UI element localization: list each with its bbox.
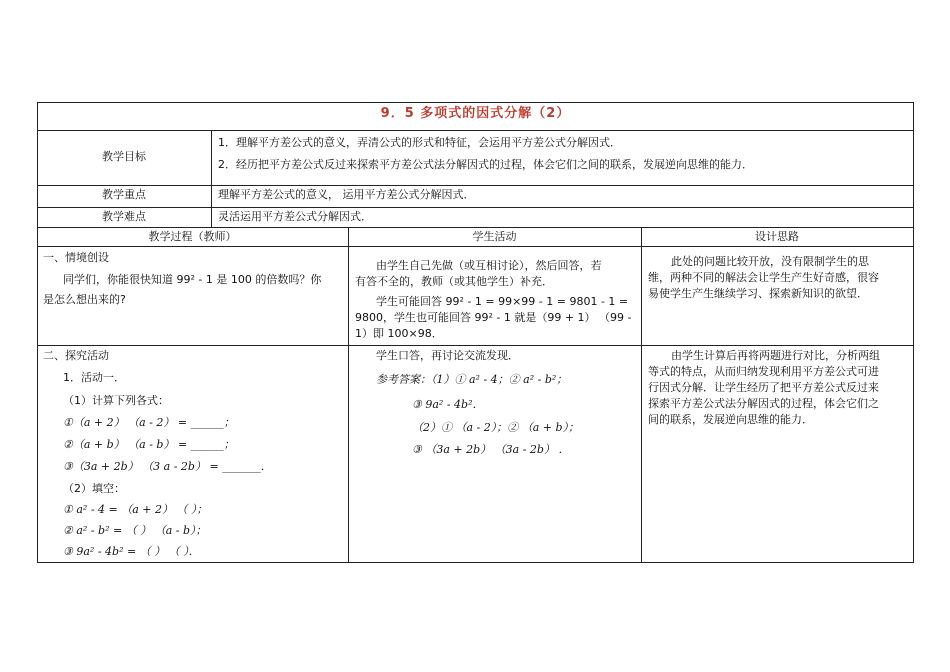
goal-item-1: 1．理解平方差公式的意义，弄清公式的形式和特征，会运用平方差公式分解因式． — [218, 136, 621, 149]
header-teacher: 教学过程（教师） — [148, 230, 237, 243]
section2-calc-item: ①（a + 2） （a - 2） = ______； — [63, 416, 235, 429]
section2-student-line: ③ （3a + 2b） （3a - 2b） ． — [412, 443, 570, 456]
section2-fill-item: ③ 9a² - 4b² = （ ） （ ）． — [63, 545, 200, 558]
key-point-text: 理解平方差公式的意义， 运用平方差公式分解因式． — [218, 188, 475, 201]
section2-activity: 1．活动一． — [63, 371, 125, 384]
difficulty-label: 教学难点 — [102, 210, 146, 223]
section2-design-line: 等式的特点，从而归纳发现利用平方差公式可进 — [648, 365, 879, 378]
section1-teacher-question: 同学们，你能很快知道 99² - 1 是 100 的倍数吗？你 — [63, 273, 322, 286]
difficulty-text: 灵活运用平方差公式分解因式． — [218, 210, 372, 223]
table-border-bottom — [37, 562, 914, 563]
section1-student-line: 有答不全的，教师（或其他学生）补充． — [355, 275, 553, 288]
section2-design-line: 行因式分解．让学生经历了把平方差公式反过来 — [648, 381, 879, 394]
section2-design-line: 间的联系，发展逆向思维的能力． — [648, 413, 813, 426]
section1-teacher-title: 一、情境创设 — [43, 251, 109, 264]
page-title: 9．5 多项式的因式分解（2） — [380, 106, 571, 121]
section1-design-line: 易使学生产生继续学习、探索新知识的欲望． — [648, 287, 868, 300]
section2-calc-item: ③（3a + 2b） （3 a - 2b） = _______． — [63, 460, 272, 473]
column-divider-student — [641, 227, 642, 562]
goals-label: 教学目标 — [102, 150, 146, 163]
section2-teacher-title: 二、探究活动 — [43, 349, 109, 362]
key-point-label: 教学重点 — [102, 188, 146, 201]
section1-student-line: 由学生自己先做（或互相讨论），然后回答，若 — [376, 259, 602, 272]
section1-student-line: 学生可能回答 99² - 1 = 99×99 - 1 = 9801 - 1 = — [376, 295, 629, 308]
table-border-right — [913, 102, 914, 563]
row-divider — [37, 130, 914, 131]
header-student: 学生活动 — [472, 230, 517, 243]
section2-design-line: 由学生计算后再将两题进行对比，分析两组 — [671, 349, 880, 362]
section2-design-line: 探索平方差公式法分解因式的过程，体会它们之 — [648, 397, 879, 410]
label-column-divider — [211, 130, 212, 227]
section1-design-line: 维，两种不同的解法会让学生产生好奇感，很容 — [648, 271, 879, 284]
goal-item-2: 2．经历把平方差公式反过来探索平方差公式法分解因式的过程，体会它们之间的联系，发展逆向思维的能力． — [218, 158, 753, 171]
section1-student-line: 1）即 100×98． — [355, 327, 443, 340]
section2-student-line: 参考答案：（1）① a² - 4；② a² - b²； — [376, 373, 568, 386]
section2-fill-item: ② a² - b² = （ ） （a - b）； — [63, 524, 207, 537]
column-divider-teacher — [348, 227, 349, 562]
section2-fill-item: ① a² - 4 = （a + 2） （ ）； — [63, 503, 208, 516]
section1-teacher-question-cont: 是怎么想出来的? — [43, 293, 126, 306]
section2-student-line: （2）① （a - 2）；② （a + b）； — [412, 421, 580, 434]
section2-student-line: ③ 9a² - 4b²． — [412, 398, 484, 411]
section2-calc-item: ②（a + b） （a - b） = ______； — [63, 438, 235, 451]
header-design: 设计思路 — [755, 230, 799, 243]
section2-fill-title: （2）填空： — [63, 482, 125, 495]
section1-student-line: 9800，学生也可能回答 99² - 1 就是（99 + 1） （99 - — [355, 311, 632, 324]
table-border-left — [37, 102, 38, 563]
section1-design-line: 此处的问题比较开放，没有限制学生的思 — [671, 255, 869, 268]
section2-calc-title: （1）计算下列各式： — [63, 394, 169, 407]
section2-student-line: 学生口答，再讨论交流发现． — [376, 349, 519, 362]
